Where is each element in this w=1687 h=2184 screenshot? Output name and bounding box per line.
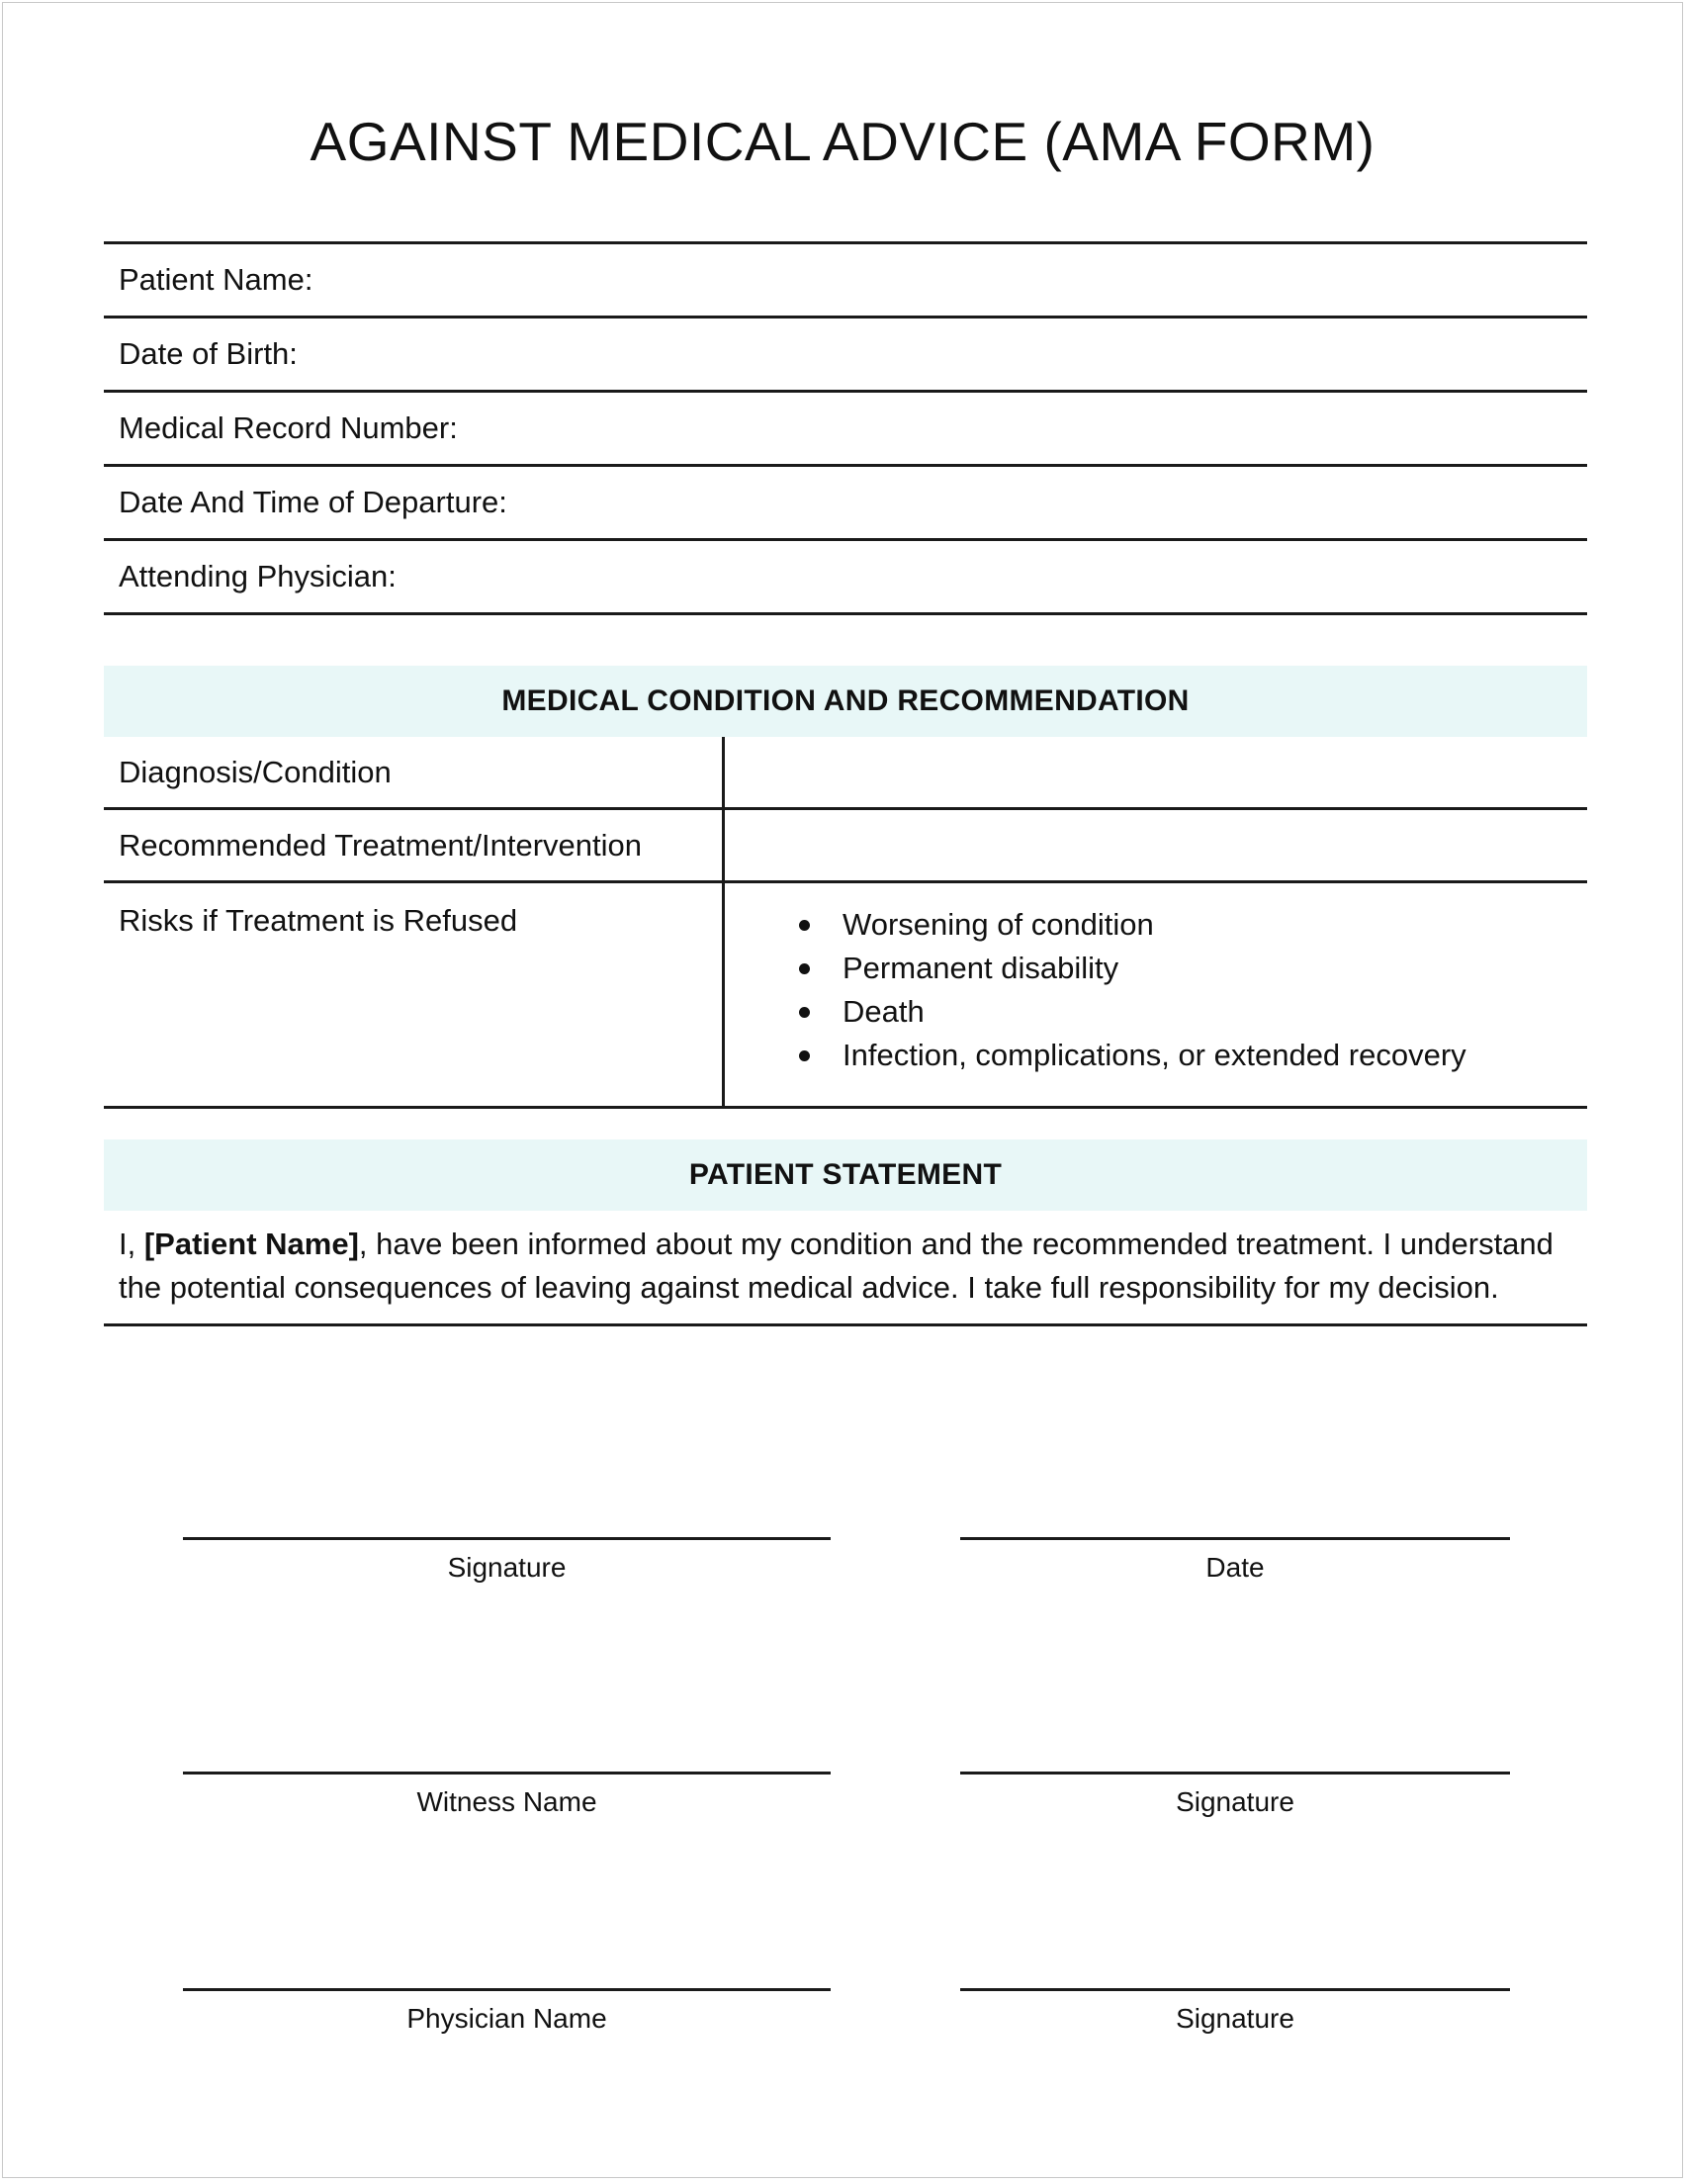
list-item: Worsening of condition [795, 903, 1572, 947]
list-item: Permanent disability [795, 947, 1572, 990]
page-title: AGAINST MEDICAL ADVICE (AMA FORM) [310, 111, 1376, 172]
departure-datetime-field[interactable] [104, 467, 1587, 541]
diagnosis-label: Diagnosis/Condition [104, 737, 724, 809]
list-item: Infection, complications, or extended recovery [795, 1034, 1572, 1077]
physician-signature-block[interactable] [960, 1988, 1510, 2035]
signature-line [183, 1537, 831, 1540]
patient-info-section [104, 241, 1587, 615]
witness-name-caption: Witness Name [416, 1786, 597, 1817]
field-label: Attending Physician: [119, 559, 397, 593]
date-caption: Date [1205, 1552, 1265, 1583]
signature-line [960, 1537, 1510, 1540]
risks-value-cell [724, 882, 1588, 1108]
condition-table [104, 737, 1587, 1109]
list-item: Death [795, 990, 1572, 1034]
signature-line [960, 1988, 1510, 1991]
witness-signature-block[interactable] [960, 1772, 1510, 1818]
date-of-birth-field[interactable] [104, 318, 1587, 393]
table-row [104, 809, 1587, 882]
signature-line [183, 1772, 831, 1774]
risks-list [740, 903, 1572, 1077]
treatment-label: Recommended Treatment/Intervention [104, 809, 724, 882]
form-page [2, 2, 1683, 2178]
risks-label: Risks if Treatment is Refused [104, 882, 724, 1108]
patient-statement-section [104, 1139, 1587, 1326]
field-label: Patient Name: [119, 262, 313, 297]
section-header: PATIENT STATEMENT [104, 1139, 1587, 1211]
field-label: Medical Record Number: [119, 410, 458, 445]
date-block[interactable] [960, 1537, 1510, 1584]
attending-physician-field[interactable] [104, 541, 1587, 615]
section-header: MEDICAL CONDITION AND RECOMMENDATION [104, 666, 1587, 737]
statement-text [104, 1211, 1587, 1326]
physician-name-caption: Physician Name [406, 2003, 607, 2034]
patient-name-placeholder: [Patient Name] [143, 1227, 359, 1261]
signature-block[interactable] [183, 1537, 831, 1584]
diagnosis-value-cell[interactable] [724, 737, 1588, 809]
patient-name-field[interactable] [104, 244, 1587, 318]
field-label: Date And Time of Departure: [119, 485, 507, 519]
medical-record-number-field[interactable] [104, 393, 1587, 467]
signature-line [183, 1988, 831, 1991]
signature-caption: Signature [447, 1552, 567, 1583]
statement-body: , have been informed about my condition and the recommended treatment. I understand the potential consequences of leaving against medical advice. I take full responsibility for my decision. [119, 1227, 1554, 1305]
field-label: Date of Birth: [119, 336, 298, 371]
signature-line [960, 1772, 1510, 1774]
table-row [104, 737, 1587, 809]
physician-signature-caption: Signature [1176, 2003, 1294, 2034]
medical-condition-section [104, 666, 1587, 1109]
treatment-value-cell[interactable] [724, 809, 1588, 882]
physician-name-block[interactable] [183, 1988, 831, 2035]
witness-name-block[interactable] [183, 1772, 831, 1818]
table-row [104, 882, 1587, 1108]
statement-prefix: I, [119, 1227, 144, 1261]
witness-signature-caption: Signature [1176, 1786, 1294, 1817]
